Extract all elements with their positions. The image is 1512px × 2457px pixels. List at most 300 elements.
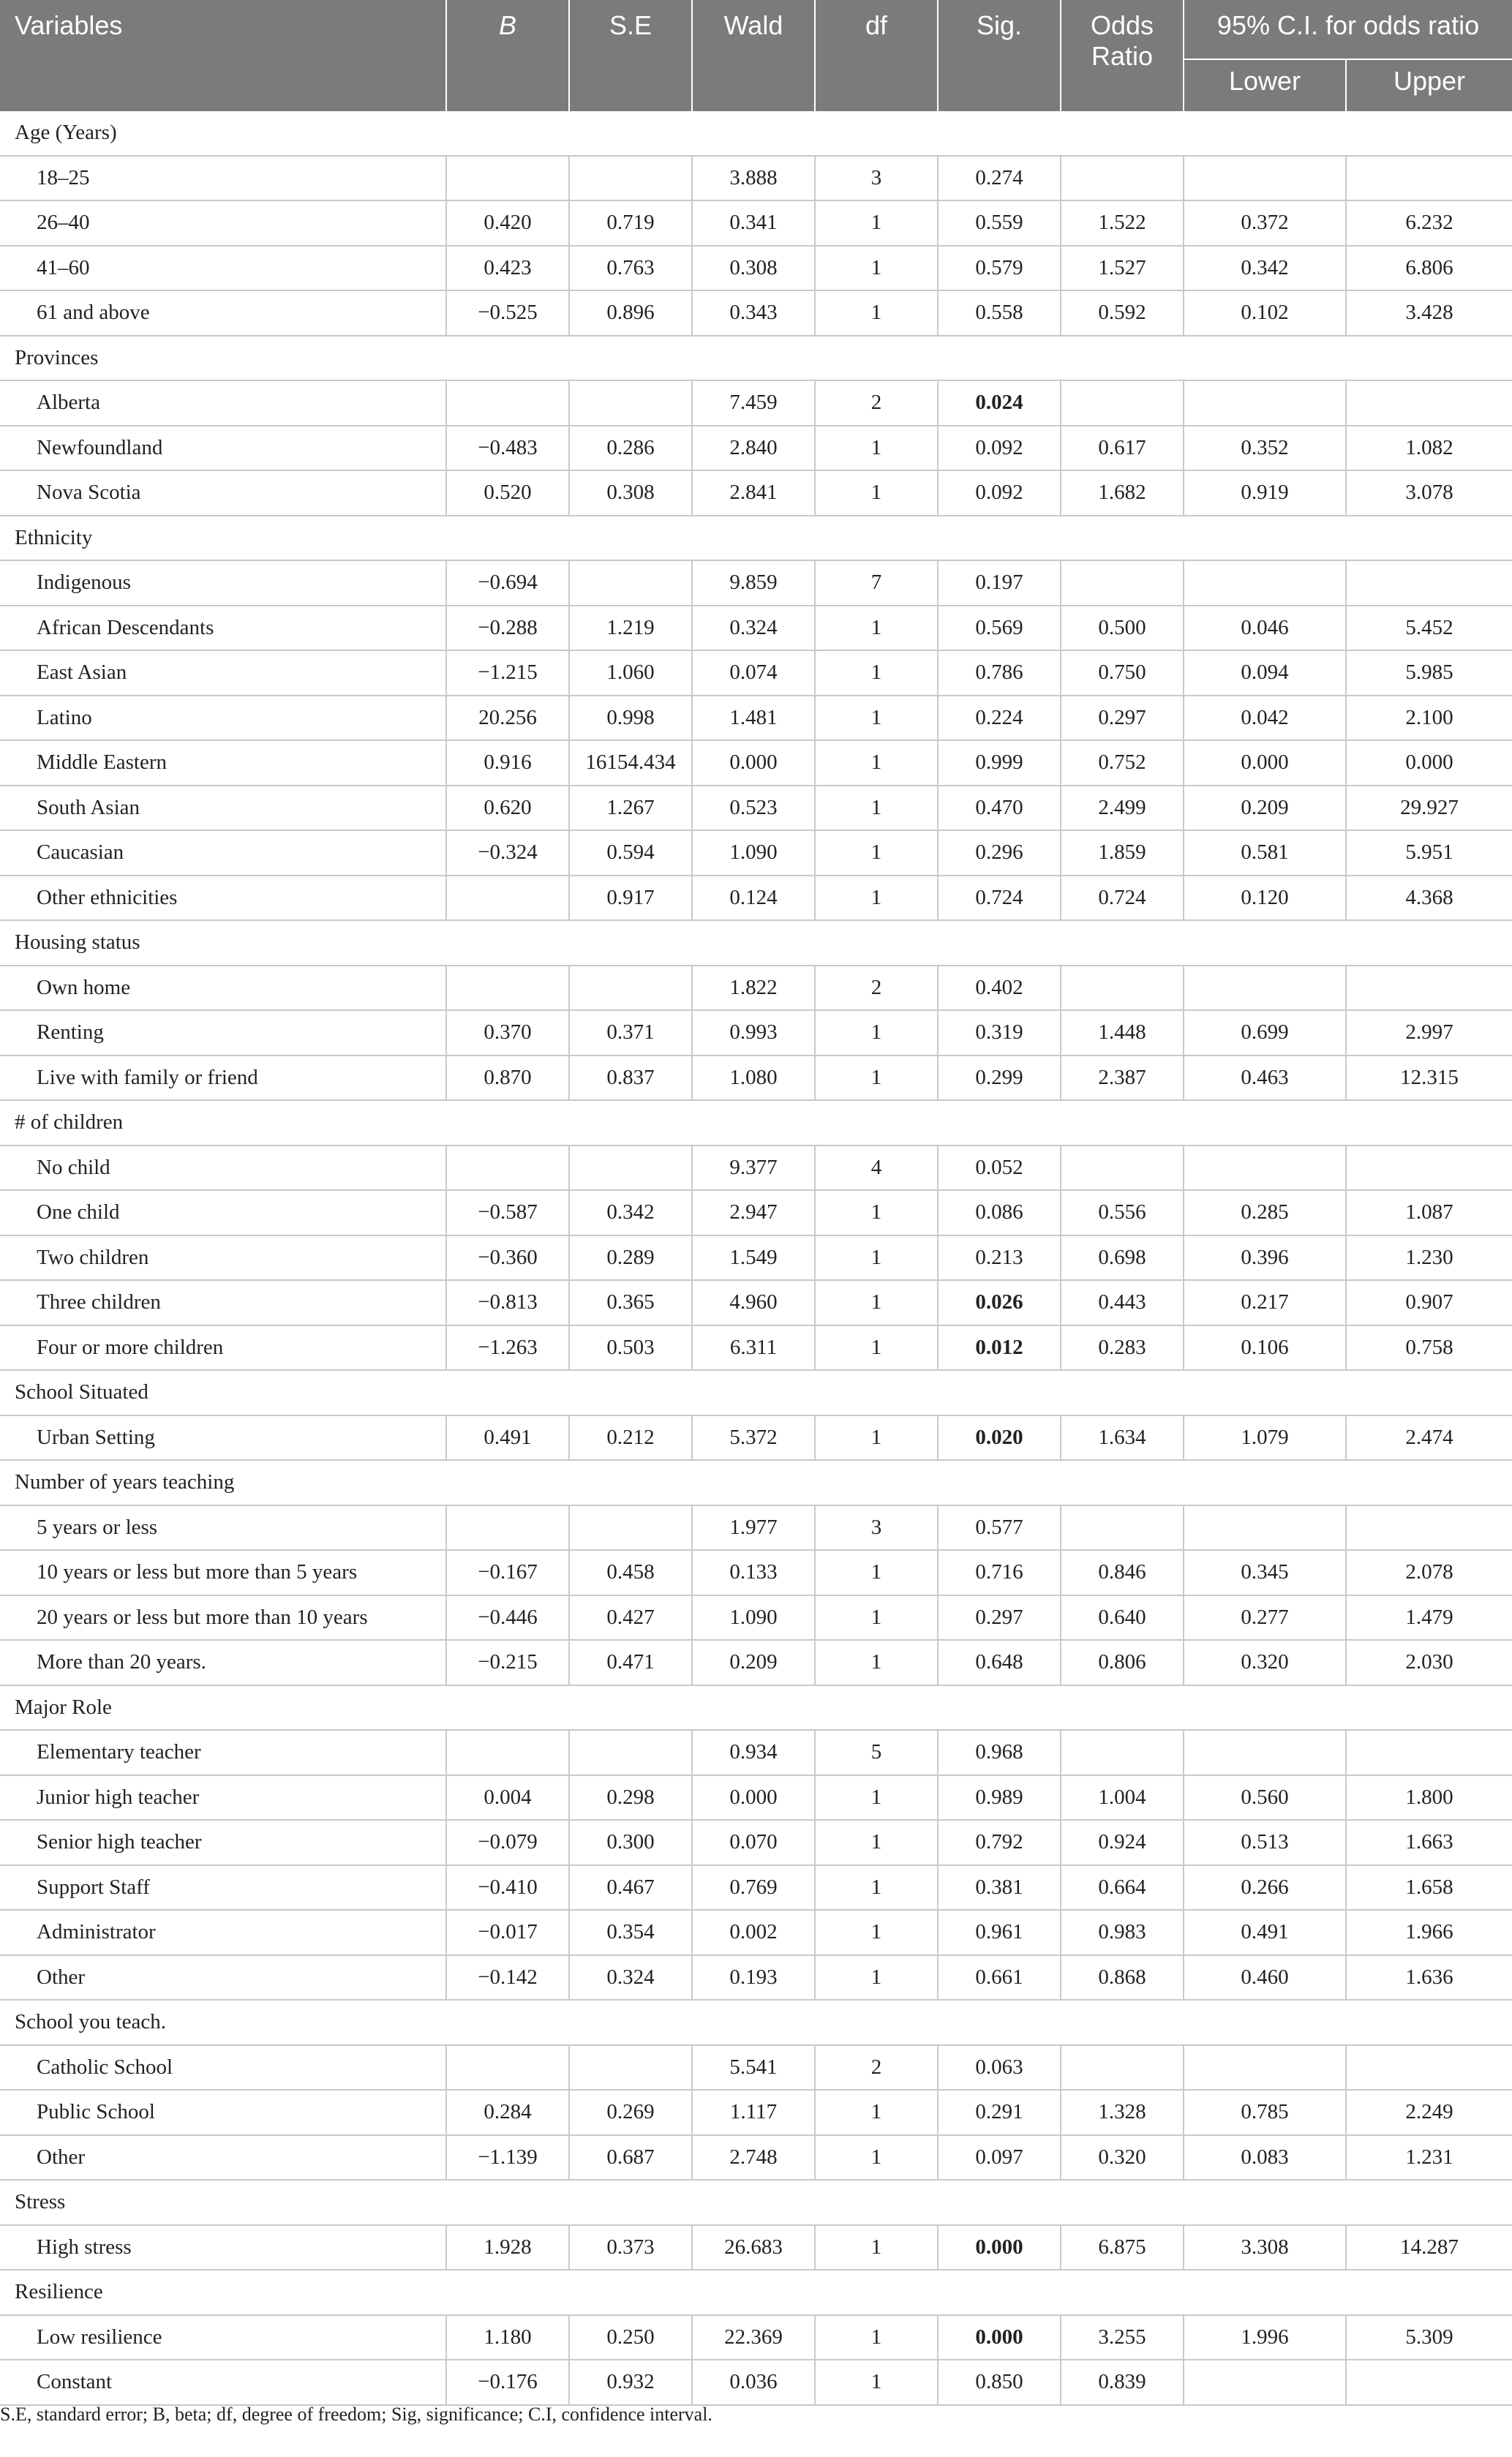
cell-b: 0.916 <box>446 740 569 786</box>
cell-ci-lower: 0.463 <box>1184 1056 1346 1101</box>
cell-sig: 0.299 <box>938 1056 1061 1101</box>
cell-se: 0.371 <box>569 1010 692 1056</box>
cell-odds-ratio <box>1061 1145 1184 1191</box>
row-label: South Asian <box>0 786 446 831</box>
cell-b: 0.370 <box>446 1010 569 1056</box>
cell-df: 1 <box>815 1640 938 1685</box>
table-row <box>0 1190 1512 1235</box>
cell-wald: 0.343 <box>692 290 815 336</box>
cell-sig: 0.274 <box>938 156 1061 201</box>
table-row <box>0 2315 1512 2360</box>
category-label: Major Role <box>0 1685 1512 1731</box>
cell-se <box>569 966 692 1011</box>
cell-b: 0.870 <box>446 1056 569 1101</box>
row-label: Live with family or friend <box>0 1056 446 1101</box>
cell-ci-lower <box>1184 380 1346 426</box>
cell-wald: 0.074 <box>692 650 815 696</box>
cell-se: 0.719 <box>569 200 692 246</box>
cell-sig: 0.850 <box>938 2360 1061 2405</box>
table-row <box>0 1775 1512 1821</box>
cell-ci-lower: 0.785 <box>1184 2090 1346 2135</box>
cell-odds-ratio: 3.255 <box>1061 2315 1184 2360</box>
cell-ci-upper: 1.663 <box>1346 1820 1512 1865</box>
cell-odds-ratio: 0.592 <box>1061 290 1184 336</box>
row-label: Other <box>0 2135 446 2181</box>
cell-wald: 1.822 <box>692 966 815 1011</box>
row-label: Junior high teacher <box>0 1775 446 1821</box>
header-ci-group: 95% C.I. for odds ratio <box>1184 0 1512 59</box>
cell-wald: 0.000 <box>692 740 815 786</box>
row-label: Catholic School <box>0 2045 446 2091</box>
header-ci-lower: Lower <box>1184 59 1346 111</box>
cell-sig: 0.716 <box>938 1550 1061 1595</box>
row-label: Caucasian <box>0 830 446 876</box>
cell-sig: 0.291 <box>938 2090 1061 2135</box>
cell-ci-lower: 0.106 <box>1184 1325 1346 1371</box>
cell-sig: 0.558 <box>938 290 1061 336</box>
row-label: Middle Eastern <box>0 740 446 786</box>
table-row <box>0 200 1512 246</box>
cell-ci-lower: 0.266 <box>1184 1865 1346 1911</box>
table-row <box>0 2225 1512 2270</box>
cell-wald: 1.090 <box>692 1595 815 1641</box>
row-label: Senior high teacher <box>0 1820 446 1865</box>
table-row <box>0 246 1512 291</box>
cell-sig: 0.000 <box>938 2225 1061 2270</box>
cell-se: 0.286 <box>569 426 692 471</box>
cell-ci-upper: 2.030 <box>1346 1640 1512 1685</box>
cell-b: −0.483 <box>446 426 569 471</box>
cell-wald: 0.769 <box>692 1865 815 1911</box>
cell-ci-upper <box>1346 560 1512 606</box>
category-row <box>0 1460 1512 1505</box>
cell-ci-lower: 0.919 <box>1184 470 1346 516</box>
row-label: More than 20 years. <box>0 1640 446 1685</box>
header-sig: Sig. <box>938 0 1061 111</box>
table-row <box>0 650 1512 696</box>
table-row <box>0 966 1512 1011</box>
cell-sig: 0.000 <box>938 2315 1061 2360</box>
table-row <box>0 2090 1512 2135</box>
cell-sig: 0.579 <box>938 246 1061 291</box>
cell-se: 0.932 <box>569 2360 692 2405</box>
cell-ci-upper: 2.474 <box>1346 1415 1512 1461</box>
cell-sig: 0.569 <box>938 606 1061 651</box>
category-label: Housing status <box>0 920 1512 966</box>
cell-wald: 9.859 <box>692 560 815 606</box>
cell-se: 0.324 <box>569 1955 692 2001</box>
cell-ci-lower: 0.042 <box>1184 696 1346 741</box>
cell-wald: 0.308 <box>692 246 815 291</box>
cell-se: 0.354 <box>569 1910 692 1955</box>
cell-ci-lower: 0.094 <box>1184 650 1346 696</box>
row-label: 20 years or less but more than 10 years <box>0 1595 446 1641</box>
cell-se: 0.837 <box>569 1056 692 1101</box>
table-row <box>0 1910 1512 1955</box>
cell-ci-upper: 6.806 <box>1346 246 1512 291</box>
cell-ci-upper: 1.230 <box>1346 1235 1512 1281</box>
cell-ci-upper: 2.249 <box>1346 2090 1512 2135</box>
table-body <box>0 111 1512 2405</box>
cell-wald: 22.369 <box>692 2315 815 2360</box>
header-se: S.E <box>569 0 692 111</box>
cell-ci-upper <box>1346 2360 1512 2405</box>
cell-odds-ratio: 0.320 <box>1061 2135 1184 2181</box>
cell-ci-lower <box>1184 2045 1346 2091</box>
cell-sig: 0.092 <box>938 470 1061 516</box>
cell-wald: 1.481 <box>692 696 815 741</box>
cell-wald: 0.324 <box>692 606 815 651</box>
table-row <box>0 1505 1512 1551</box>
cell-se: 0.298 <box>569 1775 692 1821</box>
cell-b: −1.263 <box>446 1325 569 1371</box>
cell-se <box>569 1145 692 1191</box>
cell-b: −0.410 <box>446 1865 569 1911</box>
cell-ci-upper: 1.966 <box>1346 1910 1512 1955</box>
cell-se: 0.896 <box>569 290 692 336</box>
cell-df: 1 <box>815 1865 938 1911</box>
cell-b <box>446 156 569 201</box>
cell-df: 1 <box>815 830 938 876</box>
cell-sig: 0.020 <box>938 1415 1061 1461</box>
cell-se: 1.060 <box>569 650 692 696</box>
cell-df: 1 <box>815 1820 938 1865</box>
cell-df: 1 <box>815 1190 938 1235</box>
cell-sig: 0.052 <box>938 1145 1061 1191</box>
cell-odds-ratio: 0.443 <box>1061 1280 1184 1325</box>
table-footnote: S.E, standard error; B, beta; df, degree of freedom; Sig, significance; C.I, confidence interval. <box>0 2404 712 2425</box>
cell-df: 3 <box>815 1505 938 1551</box>
cell-odds-ratio: 0.500 <box>1061 606 1184 651</box>
cell-sig: 0.012 <box>938 1325 1061 1371</box>
cell-se: 0.308 <box>569 470 692 516</box>
cell-ci-upper: 6.232 <box>1346 200 1512 246</box>
cell-odds-ratio: 0.983 <box>1061 1910 1184 1955</box>
cell-ci-upper: 5.452 <box>1346 606 1512 651</box>
cell-b <box>446 1730 569 1775</box>
cell-sig: 0.968 <box>938 1730 1061 1775</box>
cell-sig: 0.197 <box>938 560 1061 606</box>
cell-ci-upper <box>1346 156 1512 201</box>
cell-sig: 0.224 <box>938 696 1061 741</box>
cell-odds-ratio <box>1061 156 1184 201</box>
table-row <box>0 740 1512 786</box>
cell-b: 0.420 <box>446 200 569 246</box>
row-label: Two children <box>0 1235 446 1281</box>
cell-sig: 0.092 <box>938 426 1061 471</box>
cell-se: 0.467 <box>569 1865 692 1911</box>
cell-ci-lower: 0.491 <box>1184 1910 1346 1955</box>
category-row <box>0 1100 1512 1145</box>
row-label: Nova Scotia <box>0 470 446 516</box>
cell-wald: 5.372 <box>692 1415 815 1461</box>
cell-se: 0.458 <box>569 1550 692 1595</box>
cell-wald: 1.080 <box>692 1056 815 1101</box>
table-row <box>0 696 1512 741</box>
cell-wald: 26.683 <box>692 2225 815 2270</box>
cell-b: 0.491 <box>446 1415 569 1461</box>
row-label: 5 years or less <box>0 1505 446 1551</box>
cell-df: 1 <box>815 200 938 246</box>
cell-ci-lower: 0.699 <box>1184 1010 1346 1056</box>
cell-se <box>569 156 692 201</box>
table-row <box>0 156 1512 201</box>
cell-se: 0.594 <box>569 830 692 876</box>
cell-odds-ratio: 0.640 <box>1061 1595 1184 1641</box>
cell-wald: 5.541 <box>692 2045 815 2091</box>
cell-b: −0.288 <box>446 606 569 651</box>
cell-odds-ratio: 1.682 <box>1061 470 1184 516</box>
cell-b: −0.446 <box>446 1595 569 1641</box>
cell-ci-upper <box>1346 2045 1512 2091</box>
row-label: East Asian <box>0 650 446 696</box>
cell-wald: 1.117 <box>692 2090 815 2135</box>
cell-ci-upper <box>1346 966 1512 1011</box>
table-row <box>0 1820 1512 1865</box>
cell-se <box>569 560 692 606</box>
cell-ci-lower: 0.581 <box>1184 830 1346 876</box>
cell-wald: 2.841 <box>692 470 815 516</box>
cell-b: 0.620 <box>446 786 569 831</box>
category-label: Provinces <box>0 336 1512 381</box>
table-row <box>0 290 1512 336</box>
cell-wald: 0.070 <box>692 1820 815 1865</box>
table-row <box>0 1550 1512 1595</box>
table-row <box>0 1235 1512 1281</box>
category-row <box>0 920 1512 966</box>
cell-ci-upper <box>1346 1505 1512 1551</box>
row-label: High stress <box>0 2225 446 2270</box>
cell-se: 0.763 <box>569 246 692 291</box>
cell-b: 1.928 <box>446 2225 569 2270</box>
cell-df: 1 <box>815 1056 938 1101</box>
cell-odds-ratio <box>1061 2045 1184 2091</box>
cell-b: −0.694 <box>446 560 569 606</box>
table-row <box>0 426 1512 471</box>
cell-odds-ratio: 1.448 <box>1061 1010 1184 1056</box>
cell-wald: 1.549 <box>692 1235 815 1281</box>
row-label: One child <box>0 1190 446 1235</box>
row-label: Indigenous <box>0 560 446 606</box>
cell-ci-lower: 0.046 <box>1184 606 1346 651</box>
table-row <box>0 1415 1512 1461</box>
cell-odds-ratio <box>1061 1730 1184 1775</box>
cell-ci-upper <box>1346 1145 1512 1191</box>
row-label: Renting <box>0 1010 446 1056</box>
cell-ci-lower: 0.000 <box>1184 740 1346 786</box>
cell-wald: 2.748 <box>692 2135 815 2181</box>
cell-odds-ratio: 0.868 <box>1061 1955 1184 2001</box>
cell-df: 1 <box>815 1910 938 1955</box>
table-row <box>0 1010 1512 1056</box>
cell-ci-lower: 0.372 <box>1184 200 1346 246</box>
category-row <box>0 1370 1512 1415</box>
table-row <box>0 560 1512 606</box>
table-row <box>0 830 1512 876</box>
row-label: Constant <box>0 2360 446 2405</box>
cell-se: 0.212 <box>569 1415 692 1461</box>
cell-sig: 0.024 <box>938 380 1061 426</box>
cell-df: 1 <box>815 2090 938 2135</box>
cell-ci-lower <box>1184 156 1346 201</box>
cell-df: 4 <box>815 1145 938 1191</box>
cell-b: −0.215 <box>446 1640 569 1685</box>
cell-wald: 7.459 <box>692 380 815 426</box>
row-label: Elementary teacher <box>0 1730 446 1775</box>
table-row <box>0 606 1512 651</box>
cell-b: 20.256 <box>446 696 569 741</box>
cell-wald: 0.133 <box>692 1550 815 1595</box>
cell-ci-upper: 29.927 <box>1346 786 1512 831</box>
cell-wald: 2.840 <box>692 426 815 471</box>
table-row <box>0 1865 1512 1911</box>
row-label: Other ethnicities <box>0 876 446 921</box>
cell-ci-lower: 0.513 <box>1184 1820 1346 1865</box>
cell-wald: 0.341 <box>692 200 815 246</box>
category-row <box>0 111 1512 156</box>
row-label: Alberta <box>0 380 446 426</box>
cell-se: 0.998 <box>569 696 692 741</box>
table-row <box>0 1730 1512 1775</box>
cell-ci-upper: 1.087 <box>1346 1190 1512 1235</box>
cell-wald: 0.993 <box>692 1010 815 1056</box>
cell-b: −0.813 <box>446 1280 569 1325</box>
row-label: Low resilience <box>0 2315 446 2360</box>
cell-ci-lower: 0.277 <box>1184 1595 1346 1641</box>
cell-odds-ratio <box>1061 380 1184 426</box>
cell-b: −0.176 <box>446 2360 569 2405</box>
table-row <box>0 1145 1512 1191</box>
cell-ci-upper: 2.100 <box>1346 696 1512 741</box>
cell-b: −0.017 <box>446 1910 569 1955</box>
cell-wald: 0.209 <box>692 1640 815 1685</box>
cell-df: 7 <box>815 560 938 606</box>
cell-sig: 0.086 <box>938 1190 1061 1235</box>
cell-se: 0.687 <box>569 2135 692 2181</box>
category-label: School you teach. <box>0 2000 1512 2045</box>
cell-sig: 0.296 <box>938 830 1061 876</box>
cell-sig: 0.999 <box>938 740 1061 786</box>
category-row <box>0 2270 1512 2315</box>
cell-df: 1 <box>815 1235 938 1281</box>
cell-odds-ratio: 1.004 <box>1061 1775 1184 1821</box>
header-b: B <box>446 0 569 111</box>
cell-b <box>446 380 569 426</box>
row-label: Four or more children <box>0 1325 446 1371</box>
cell-ci-lower: 0.217 <box>1184 1280 1346 1325</box>
cell-sig: 0.381 <box>938 1865 1061 1911</box>
row-label: Latino <box>0 696 446 741</box>
cell-b <box>446 1505 569 1551</box>
row-label: Three children <box>0 1280 446 1325</box>
cell-odds-ratio: 0.924 <box>1061 1820 1184 1865</box>
cell-ci-upper <box>1346 1730 1512 1775</box>
cell-wald: 2.947 <box>692 1190 815 1235</box>
cell-ci-lower <box>1184 560 1346 606</box>
cell-ci-lower <box>1184 966 1346 1011</box>
cell-se: 0.471 <box>569 1640 692 1685</box>
cell-ci-lower: 0.320 <box>1184 1640 1346 1685</box>
table-row <box>0 1595 1512 1641</box>
cell-b: 0.284 <box>446 2090 569 2135</box>
cell-b <box>446 876 569 921</box>
table-row <box>0 1280 1512 1325</box>
row-label: No child <box>0 1145 446 1191</box>
cell-se <box>569 380 692 426</box>
category-row <box>0 336 1512 381</box>
cell-ci-upper: 1.082 <box>1346 426 1512 471</box>
cell-ci-lower: 0.209 <box>1184 786 1346 831</box>
cell-b: −0.587 <box>446 1190 569 1235</box>
cell-ci-lower: 0.285 <box>1184 1190 1346 1235</box>
category-label: School Situated <box>0 1370 1512 1415</box>
cell-odds-ratio: 0.752 <box>1061 740 1184 786</box>
cell-se: 0.289 <box>569 1235 692 1281</box>
cell-wald: 0.002 <box>692 1910 815 1955</box>
cell-odds-ratio: 0.556 <box>1061 1190 1184 1235</box>
cell-wald: 1.977 <box>692 1505 815 1551</box>
cell-ci-upper: 2.078 <box>1346 1550 1512 1595</box>
cell-wald: 0.934 <box>692 1730 815 1775</box>
cell-odds-ratio: 1.328 <box>1061 2090 1184 2135</box>
cell-odds-ratio: 1.522 <box>1061 200 1184 246</box>
category-row <box>0 2180 1512 2225</box>
cell-ci-upper: 5.309 <box>1346 2315 1512 2360</box>
row-label: African Descendants <box>0 606 446 651</box>
cell-df: 1 <box>815 246 938 291</box>
cell-ci-lower: 0.560 <box>1184 1775 1346 1821</box>
cell-ci-lower <box>1184 1730 1346 1775</box>
row-label: 41–60 <box>0 246 446 291</box>
cell-se: 0.503 <box>569 1325 692 1371</box>
cell-b: −0.525 <box>446 290 569 336</box>
cell-ci-lower <box>1184 2360 1346 2405</box>
cell-sig: 0.792 <box>938 1820 1061 1865</box>
category-row <box>0 1685 1512 1731</box>
cell-ci-upper: 2.997 <box>1346 1010 1512 1056</box>
cell-ci-lower <box>1184 1505 1346 1551</box>
cell-ci-lower: 1.996 <box>1184 2315 1346 2360</box>
cell-df: 2 <box>815 2045 938 2091</box>
cell-df: 1 <box>815 1325 938 1371</box>
cell-ci-upper: 5.985 <box>1346 650 1512 696</box>
table-row <box>0 786 1512 831</box>
table-row <box>0 1955 1512 2001</box>
cell-ci-lower <box>1184 1145 1346 1191</box>
cell-wald: 0.124 <box>692 876 815 921</box>
cell-ci-lower: 3.308 <box>1184 2225 1346 2270</box>
category-row <box>0 2000 1512 2045</box>
cell-se: 0.342 <box>569 1190 692 1235</box>
cell-df: 1 <box>815 290 938 336</box>
cell-df: 1 <box>815 696 938 741</box>
category-label: Age (Years) <box>0 111 1512 156</box>
cell-sig: 0.213 <box>938 1235 1061 1281</box>
cell-odds-ratio: 0.698 <box>1061 1235 1184 1281</box>
cell-odds-ratio: 0.750 <box>1061 650 1184 696</box>
cell-ci-lower: 0.120 <box>1184 876 1346 921</box>
cell-b: −0.079 <box>446 1820 569 1865</box>
table-row <box>0 2135 1512 2181</box>
cell-se <box>569 1505 692 1551</box>
row-label: Own home <box>0 966 446 1011</box>
row-label: 26–40 <box>0 200 446 246</box>
cell-wald: 3.888 <box>692 156 815 201</box>
cell-ci-upper <box>1346 380 1512 426</box>
cell-sig: 0.026 <box>938 1280 1061 1325</box>
cell-se: 16154.434 <box>569 740 692 786</box>
cell-ci-upper: 0.000 <box>1346 740 1512 786</box>
